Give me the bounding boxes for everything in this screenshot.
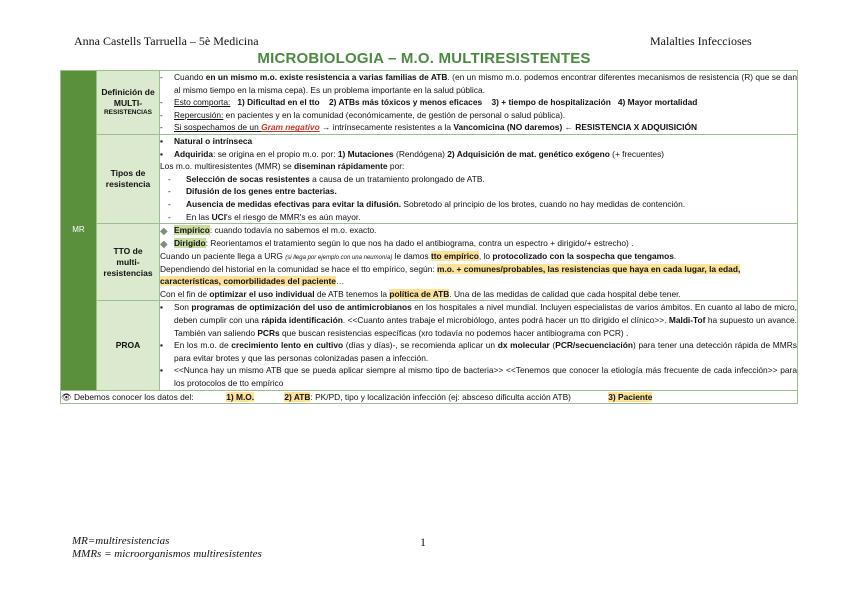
diamond-icon: ◆	[160, 238, 168, 250]
header-author: Anna Castells Tarruella – 5è Medicina	[74, 34, 259, 48]
list-item: ▪ <<Nunca hay un mismo ATB que se pueda aplicar siempre al mismo tipo de bacteria>> <<Tenemos que conocer la etiología más frecuente de cada infección>> para los protocolos de tto empírico	[160, 365, 797, 389]
list-item: Los m.o. multiresistentes (MMR) se diseminan rápidamente por:	[160, 161, 405, 172]
label-line: PROA	[115, 339, 141, 350]
label-definicion	[97, 71, 160, 135]
label-tipos	[97, 135, 160, 224]
side-label-mr: MR	[61, 71, 97, 391]
list-item: ▪ Natural o intrínseca	[160, 136, 253, 147]
list-item: Dependiendo del historial en la comunidad se hace el tto empírico, según: m.o. + comunes/probables, las resistencias que haya en cada lugar, la edad, características, comorbilidades del paciente…	[160, 263, 741, 287]
row-proa	[61, 301, 798, 390]
list-item: - Si sospechamos de un Gram negativo → intrínsecamente resistentes a la Vancomicina (NO daremos) ← RESISTENCIA X ADQUISICIÓN	[160, 122, 698, 133]
content-tto	[160, 224, 798, 301]
content-definicion	[160, 71, 798, 135]
list-item: Cuando un paciente llega a URG (si llega por ejemplo con una neumonía) le damos tto empírico, lo protocolizado con la sospecha que tengamos.	[160, 250, 677, 261]
list-item: Con el fin de optimizar el uso individual de ATB tenemos la política de ATB. Una de las medidas de calidad que cada hospital debe tener.	[160, 288, 681, 299]
label-line: Definición de	[101, 87, 155, 98]
list-item: - Esto comporta: 1) Dificultad en el tto 2) ATBs más tóxicos y menos eficaces 3) + tiempo de hospitalización 4) Mayor mortalidad	[160, 97, 698, 108]
label-line: resistencias	[103, 267, 153, 278]
row-definicion	[61, 71, 798, 135]
label-line: resistencia	[105, 179, 151, 190]
list-item: - Selección de socas resistentes a causa de un tratamiento prolongado de ATB.	[168, 173, 485, 184]
list-item: ◆ Empírico: cuando todavía no sabemos el m.o. exacto.	[160, 225, 377, 238]
footer-paciente: 3) Paciente	[608, 391, 653, 402]
row-tipos	[61, 135, 798, 224]
label-line: Tipos de	[110, 168, 146, 179]
footnote-mr: MR=multiresistencias	[72, 535, 170, 547]
page-number: 1	[420, 535, 426, 549]
footer-mo: 1) M.O.	[226, 391, 255, 402]
label-proa	[97, 301, 160, 390]
list-item: - En las UCI's el riesgo de MMR's es aún mayor.	[168, 211, 361, 222]
label-line: RESISTENCIAS	[103, 109, 153, 117]
label-line: multi-	[116, 256, 140, 267]
footer-lead: Debemos conocer los datos del:	[73, 391, 194, 402]
list-item: - Ausencia de medidas efectivas para evitar la difusión. Sobretodo al principio de los brotes, cuando no hay medidas de contención.	[168, 199, 686, 210]
list-item: - Cuando en un mismo m.o. existe resistencia a varias familias de ATB. (en un mismo m.o. podemos encontrar diferentes mecanismos de resistencia (R) que se dan al mismo tiempo en la misma cepa). Es un problema importante en la salud pública.	[160, 72, 797, 95]
label-tto	[97, 224, 160, 301]
eye-icon: 👁	[61, 391, 72, 402]
row-tto	[61, 224, 798, 301]
header-course: Malalties Infeccioses	[650, 34, 752, 48]
label-line: MULTI-	[113, 98, 143, 109]
list-item: ◆ Dirigido: Reorientamos el tratamiento según lo que nos ha dado el antibiograma, contra un espectro + dirigido/+ estrecho) .	[160, 237, 634, 250]
footer-atb-desc: : PK/PD, tipo y localización infección (ej: absceso dificulta acción ATB)	[310, 391, 571, 402]
list-item: ▪ En los m.o. de crecimiento lento en cultivo (días y días)-, se recomienda aplicar un dx molecular (PCR/secuenciación) para tener una detección rápida de MMRs para evitar brotes y que las personas colonizadas pasen a infección.	[160, 340, 797, 363]
diamond-icon: ◆	[160, 226, 168, 238]
footer-datos	[61, 390, 798, 404]
label-line: TTO de	[113, 245, 143, 256]
footer-atb: 2) ATB	[284, 391, 311, 402]
list-item: ▪ Adquirida: se origina en el propio m.o. por: 1) Mutaciones (Rendógena) 2) Adquisición de mat. genético exógeno (+ frecuentes)	[160, 148, 665, 159]
footnote-mmr: MMRs = microorganismos multiresistentes	[72, 548, 262, 560]
content-proa	[160, 301, 798, 390]
row-footer	[61, 390, 798, 404]
list-item: ▪ Son programas de optimización del uso de antimicrobianos en los hospitales a nivel mundial. Incluyen especialistas de varios ámbitos. En cuanto al labo de micro, deben cumplir con una rápida identificación. <<Cuanto antes trabaje el microbiólogo, antes podrá hacer un tto dirigido el clínico>>. Maldi-Tof ha supuesto un avance. También van saliendo PCRs que buscan resistencias específicas (xro todavía no podemos hacer antibiograma con PCR) .	[160, 302, 798, 338]
content-tipos	[160, 135, 798, 224]
summary-table	[60, 70, 798, 404]
list-item: - Repercusión: en pacientes y en la comunidad (económicamente, de gestión de personal o salud pública).	[160, 109, 566, 120]
list-item: - Difusión de los genes entre bacterias.	[168, 186, 337, 197]
page-title: MICROBIOLOGIA – M.O. MULTIRESISTENTES	[257, 50, 591, 67]
